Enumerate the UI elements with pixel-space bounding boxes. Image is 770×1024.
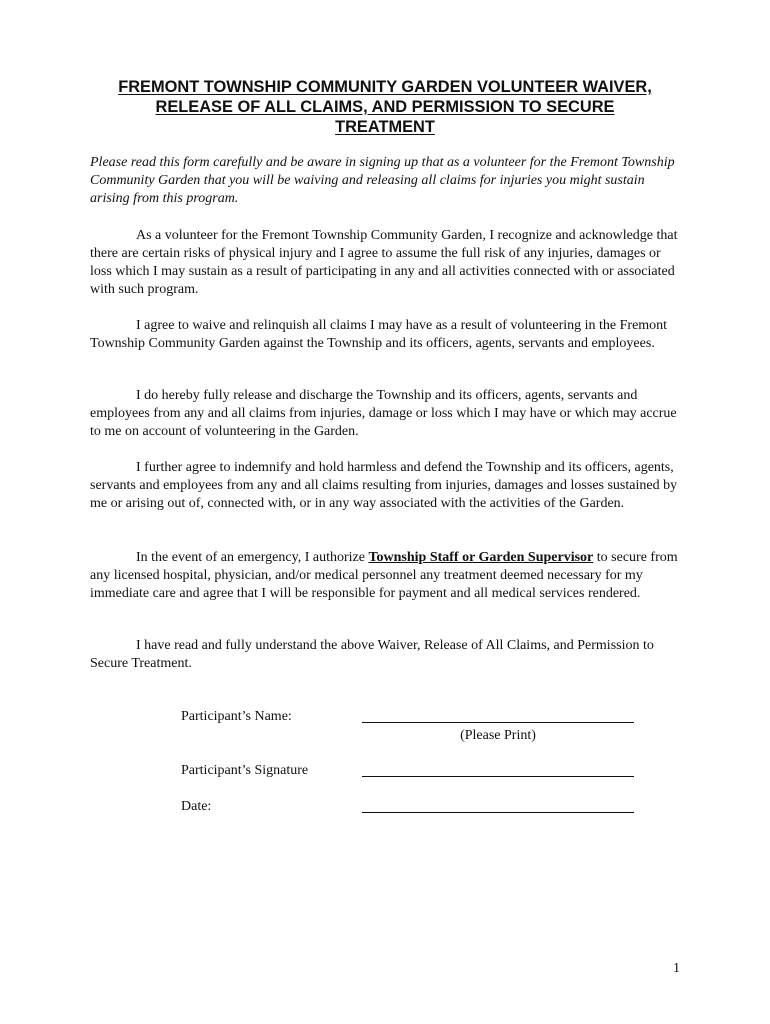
emergency-text-before: In the event of an emergency, I authorize — [136, 550, 369, 565]
please-print-note: (Please Print) — [460, 728, 536, 743]
emergency-text-after: to secure from any licensed hospital, physician, and/or medical personnel any treatment deemed necessary for my immediate care and agree that I will be responsible for payment and all medical services rendered. — [90, 550, 678, 601]
title-line-2: RELEASE OF ALL CLAIMS, AND PERMISSION TO SECURE — [155, 98, 615, 116]
participant-name-label: Participant’s Name: — [181, 709, 292, 724]
title-line-3: TREATMENT — [335, 118, 435, 136]
authorized-party: Township Staff or Garden Supervisor — [368, 550, 594, 565]
paragraph-indemnification: I further agree to indemnify and hold harmless and defend the Township and its officers, agents, servants and employees from any and all claims resulting from injuries, damages and losses sustained by me or arising out of, connected with, or in any way associated with the activities of the Garden. — [90, 460, 678, 511]
paragraph-assumption-of-risk: As a volunteer for the Fremont Township Community Garden, I recognize and acknowledge that there are certain risks of physical injury and I agree to assume the full risk of any injuries, damages or loss which I may sustain as a result of participating in any and all activities connected with or associated with such program. — [90, 228, 678, 297]
paragraph-release: I do hereby fully release and discharge the Township and its officers, agents, servants and employees from any and all claims from injuries, damage or loss which I may have or which may accrue to me on account of volunteering in the Garden. — [90, 388, 677, 439]
intro-notice: Please read this form carefully and be aware in signing up that as a volunteer for the Fremont Township Community Garden that you will be waiving and releasing all claims for injuries you might sustain arising from this program. — [90, 155, 675, 206]
paragraph-acknowledgement: I have read and fully understand the above Waiver, Release of All Claims, and Permission to Secure Treatment. — [90, 638, 654, 671]
paragraph-emergency-treatment — [90, 549, 682, 603]
date-line[interactable] — [362, 812, 634, 813]
page-number: 1 — [673, 961, 680, 976]
participant-signature-line[interactable] — [362, 776, 634, 777]
paragraph-waiver-of-claims: I agree to waive and relinquish all claims I may have as a result of volunteering in the Fremont Township Community Garden against the Township and its officers, agents, servants and employees. — [90, 318, 668, 351]
title-line-1: FREMONT TOWNSHIP COMMUNITY GARDEN VOLUNTEER WAIVER, — [118, 78, 652, 96]
date-label: Date: — [181, 799, 212, 814]
document-title — [80, 77, 690, 137]
participant-name-line[interactable] — [362, 722, 634, 723]
participant-signature-label: Participant’s Signature — [181, 763, 309, 778]
